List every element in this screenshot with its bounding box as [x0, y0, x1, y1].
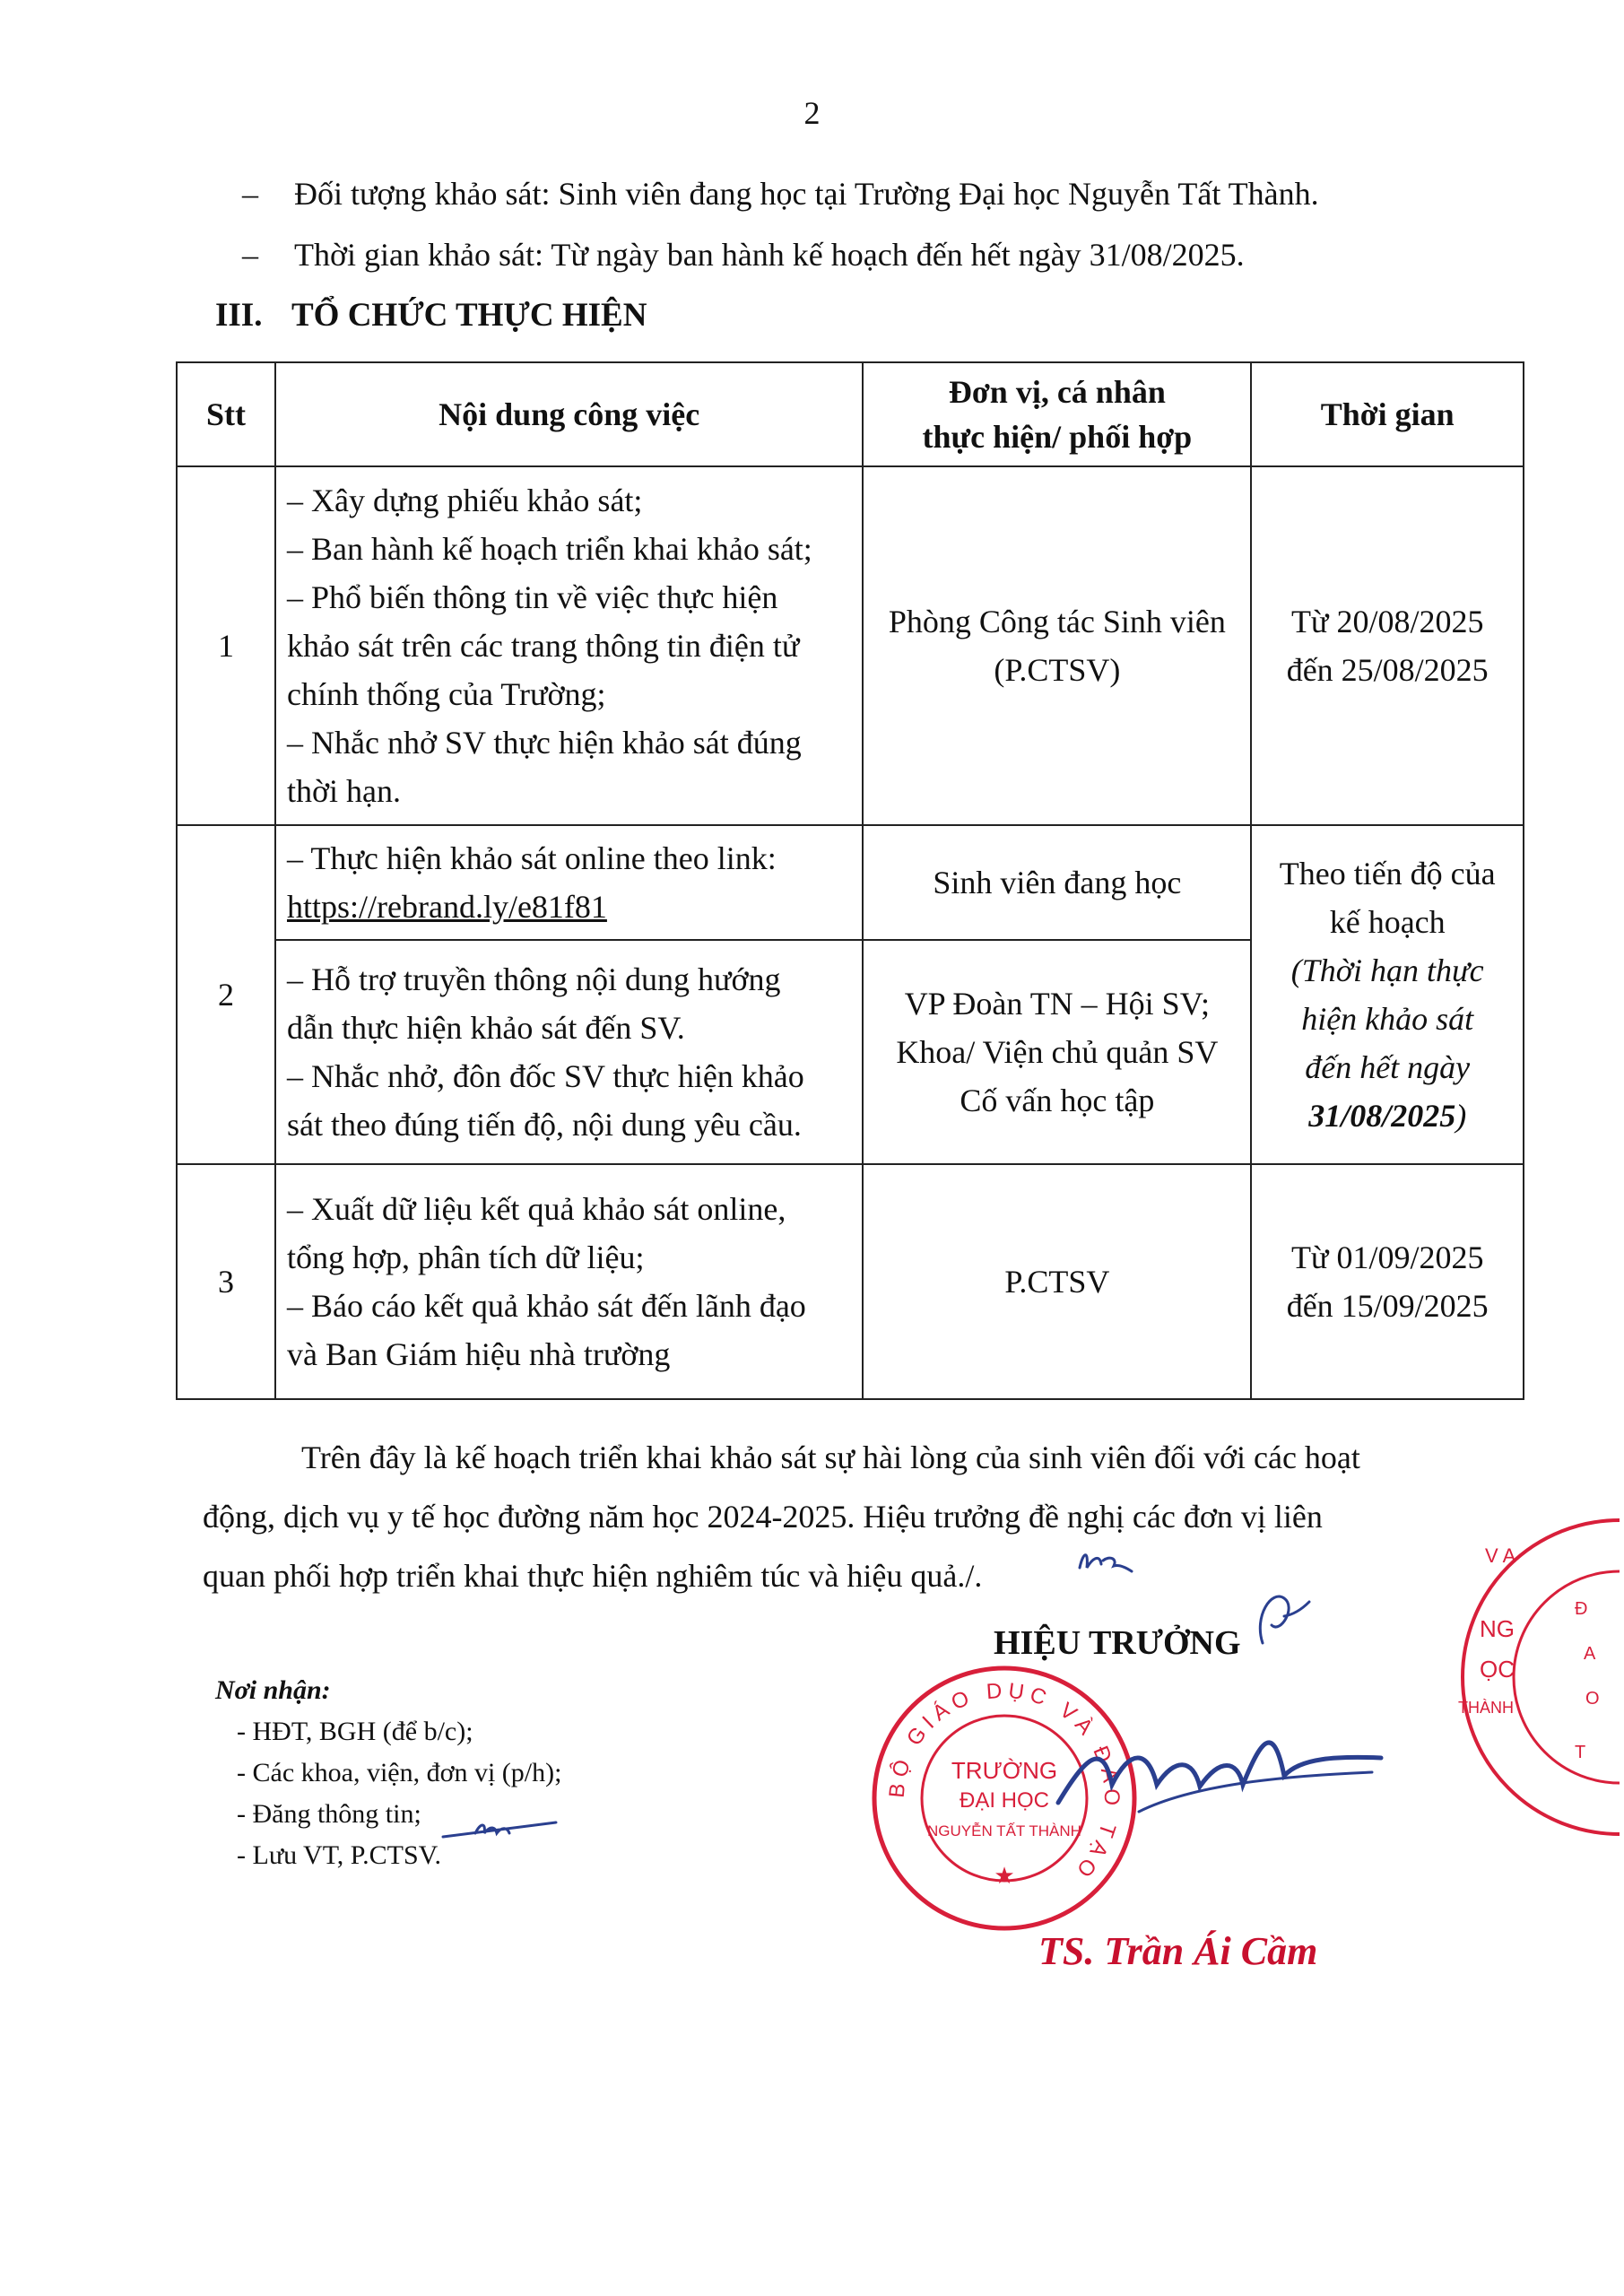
task-line: chính thống của Trường; — [286, 676, 606, 712]
task-line: – Hỗ trợ truyền thông nội dung hướng — [286, 961, 781, 997]
header-task: Nội dung công việc — [275, 362, 863, 466]
time-line: đến 15/09/2025 — [1286, 1288, 1489, 1324]
time-note-line: hiện khảo sát — [1301, 1001, 1474, 1037]
recipient-item: - Các khoa, viện, đơn vị (p/h); — [237, 1758, 562, 1787]
svg-text:O: O — [1585, 1689, 1600, 1709]
page-number: 2 — [803, 95, 821, 131]
time-note-line: (Thời hạn thực — [1290, 952, 1484, 988]
deadline-close: ) — [1455, 1098, 1467, 1134]
closing-line: động, dịch vụ y tế học đường năm học 2024-2025. Hiệu trưởng đề nghị các đơn vị liên — [203, 1499, 1323, 1535]
recipients-label: Nơi nhận: — [215, 1675, 331, 1705]
header-time: Thời gian — [1251, 362, 1524, 466]
row1-time — [1251, 466, 1524, 825]
bullet-dash: – — [242, 176, 258, 212]
header-unit-line1: Đơn vị, cá nhân — [948, 374, 1166, 410]
stamp-line3: NGUYỄN TẤT THÀNH — [927, 1822, 1081, 1839]
row3-stt: 3 — [177, 1164, 275, 1399]
bullet-text: Thời gian khảo sát: Từ ngày ban hành kế hoạch đến hết ngày 31/08/2025. — [294, 237, 1245, 273]
time-line: đến 25/08/2025 — [1286, 652, 1489, 688]
row1-tasks — [275, 466, 863, 825]
row3-unit: P.CTSV — [863, 1164, 1251, 1399]
partial-stamp — [1440, 1516, 1620, 1839]
section-title: TỔ CHỨC THỰC HIỆN — [291, 297, 647, 334]
table-row — [177, 1164, 1524, 1399]
row3-time — [1251, 1164, 1524, 1399]
header-unit — [863, 362, 1251, 466]
unit-line: VP Đoàn TN – Hội SV; — [904, 986, 1211, 1022]
task-line: – Xây dựng phiếu khảo sát; — [286, 483, 643, 518]
row2a-unit: Sinh viên đang học — [863, 825, 1251, 940]
time-deadline — [1259, 1091, 1515, 1140]
svg-text:THÀNH: THÀNH — [1458, 1699, 1514, 1717]
task-line: sát theo đúng tiến độ, nội dung yêu cầu. — [286, 1107, 802, 1143]
initial-mark-icon — [1074, 1541, 1137, 1586]
recipient-item: - Đăng thông tin; — [237, 1799, 421, 1829]
unit-line: (P.CTSV) — [994, 652, 1121, 688]
unit-line: Khoa/ Viện chủ quản SV — [896, 1034, 1219, 1070]
section-number: III. — [215, 297, 263, 334]
row2-stt: 2 — [177, 825, 275, 1164]
time-line: kế hoạch — [1329, 904, 1446, 940]
task-line: và Ban Giám hiệu nhà trường — [286, 1336, 671, 1372]
recipient-item: - HĐT, BGH (để b/c); — [237, 1717, 473, 1746]
task-line: dẫn thực hiện khảo sát đến SV. — [286, 1010, 685, 1046]
stamp-line1: TRƯỜNG — [951, 1757, 1058, 1784]
implementation-table — [176, 361, 1524, 1400]
stamp-ring-text: BỘ GIÁO DỤC VÀ ĐÀO TẠO — [884, 1678, 1125, 1886]
closing-line: quan phối hợp triển khai thực hiện nghiêm túc và hiệu quả./. — [203, 1558, 983, 1594]
task-line: tổng hợp, phân tích dữ liệu; — [286, 1239, 645, 1275]
task-line: – Phổ biến thông tin về việc thực hiện — [286, 579, 778, 615]
closing-paragraph — [203, 1428, 1524, 1605]
section-heading — [215, 296, 647, 335]
task-line: thời hạn. — [286, 773, 402, 809]
title-flourish-icon — [1245, 1580, 1316, 1652]
table-row — [177, 466, 1524, 825]
task-line: – Nhắc nhở, đôn đốc SV thực hiện khảo — [286, 1058, 804, 1094]
row2b-unit — [863, 940, 1251, 1164]
svg-text:ỌC: ỌC — [1480, 1656, 1515, 1683]
row1-stt: 1 — [177, 466, 275, 825]
svg-text:T: T — [1575, 1743, 1586, 1762]
time-line: Từ 01/09/2025 — [1290, 1239, 1484, 1275]
unit-line: Phòng Công tác Sinh viên — [888, 604, 1226, 639]
time-line: Theo tiến độ của — [1279, 856, 1496, 891]
task-line: – Xuất dữ liệu kết quả khảo sát online, — [286, 1191, 786, 1227]
task-line: – Thực hiện khảo sát online theo link: — [286, 840, 777, 876]
svg-text:V A: V A — [1485, 1544, 1516, 1567]
closing-line: Trên đây là kế hoạch triển khai khảo sát sự hài lòng của sinh viên đối với các hoạt — [301, 1439, 1360, 1475]
row1-unit — [863, 466, 1251, 825]
header-stt: Stt — [177, 362, 275, 466]
handwritten-signature-icon — [1049, 1704, 1390, 1821]
svg-text:Đ: Đ — [1575, 1599, 1588, 1619]
svg-text:NG: NG — [1480, 1615, 1515, 1642]
signer-title: HIỆU TRƯỞNG — [994, 1624, 1241, 1662]
unit-line: Cố vấn học tập — [960, 1083, 1155, 1118]
bullet-text: Đối tượng khảo sát: Sinh viên đang học tại Trường Đại học Nguyễn Tất Thành. — [294, 176, 1319, 212]
row3-tasks — [275, 1164, 863, 1399]
bullet-dash: – — [242, 237, 258, 273]
recipient-item: - Lưu VT, P.CTSV. — [237, 1840, 441, 1870]
initial-signature-icon — [439, 1810, 565, 1849]
task-line: – Ban hành kế hoạch triển khai khảo sát; — [286, 531, 812, 567]
time-line: Từ 20/08/2025 — [1290, 604, 1484, 639]
task-line: – Nhắc nhở SV thực hiện khảo sát đúng — [286, 725, 802, 761]
time-note-line: đến hết ngày — [1305, 1049, 1471, 1085]
row2a-tasks — [275, 825, 863, 940]
stamp-star-icon: ★ — [994, 1863, 1015, 1889]
table-row — [177, 825, 1524, 940]
row2b-tasks — [275, 940, 863, 1164]
svg-text:A: A — [1584, 1644, 1596, 1664]
row2-time — [1251, 825, 1524, 1164]
signer-name: TS. Trần Ái Cầm — [1038, 1929, 1318, 1973]
task-line: khảo sát trên các trang thông tin điện tử — [286, 628, 800, 664]
survey-link[interactable]: https://rebrand.ly/e81f81 — [286, 889, 607, 925]
deadline-date: 31/08/2025 — [1308, 1098, 1456, 1134]
table-header-row — [177, 362, 1524, 466]
stamp-line2: ĐẠI HỌC — [959, 1788, 1050, 1813]
task-line: – Báo cáo kết quả khảo sát đến lãnh đạo — [286, 1288, 806, 1324]
header-unit-line2: thực hiện/ phối hợp — [922, 419, 1193, 455]
